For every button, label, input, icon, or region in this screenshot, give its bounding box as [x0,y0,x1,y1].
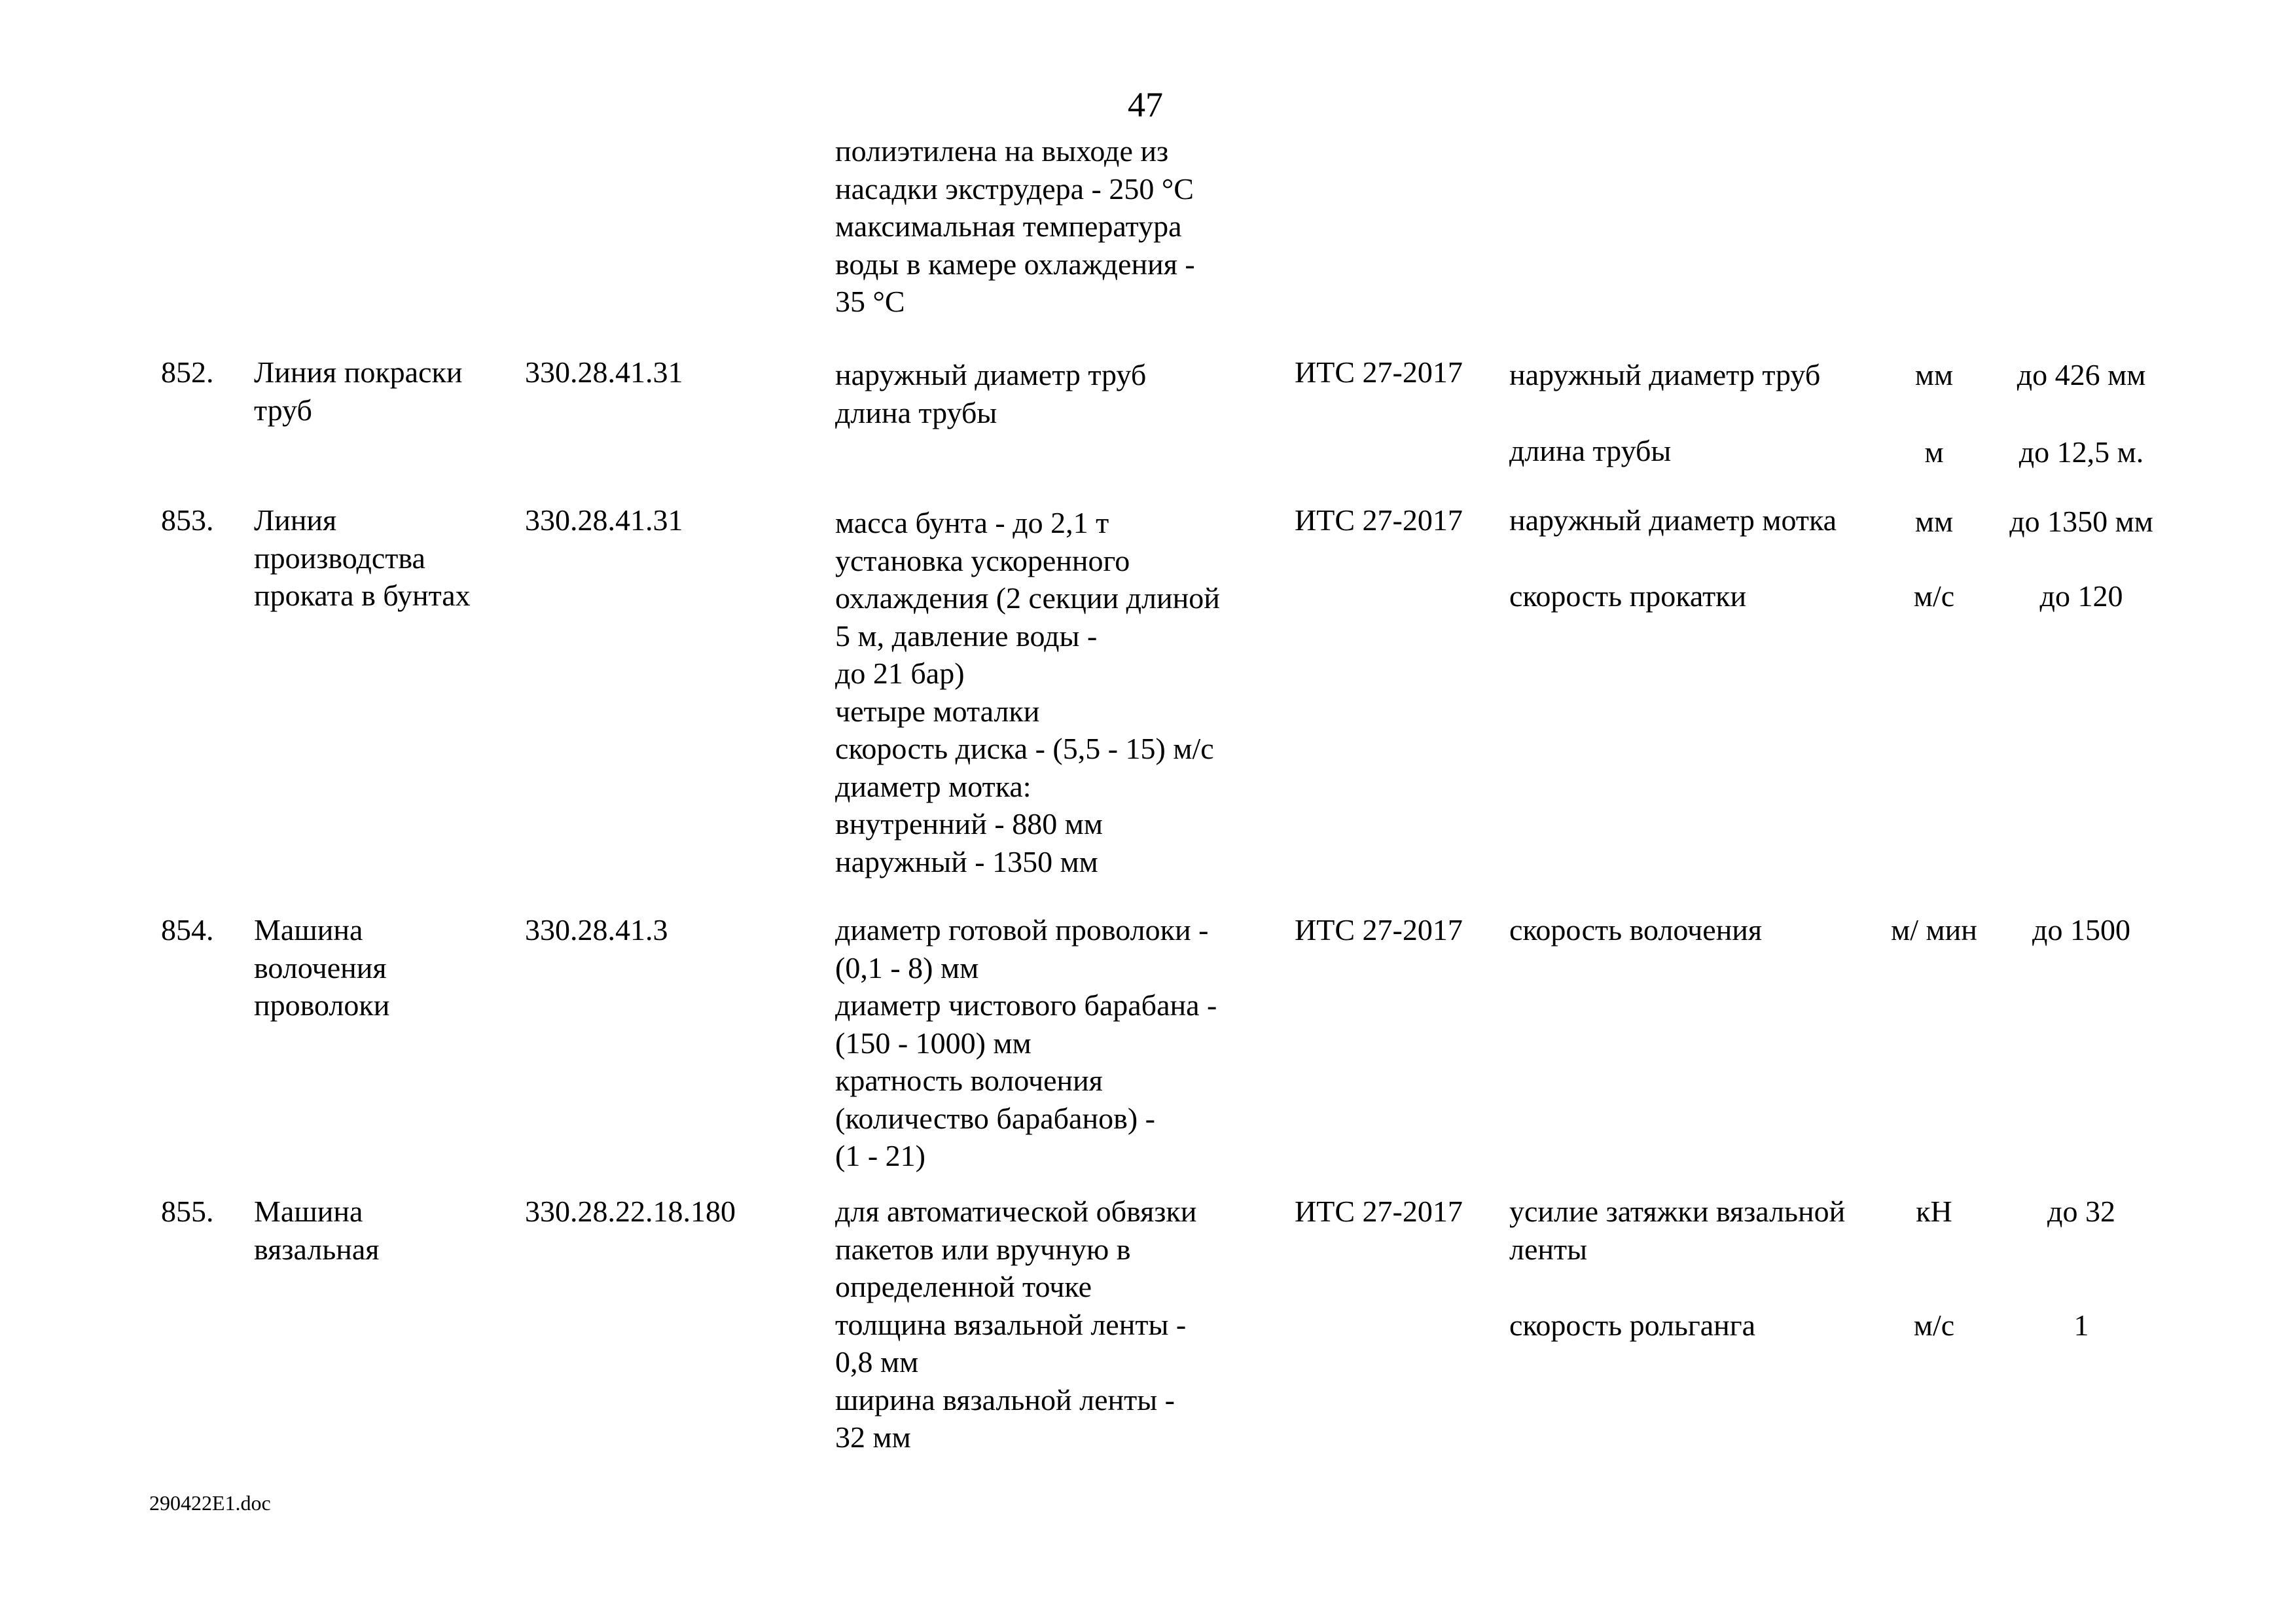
carryover-line: полиэтилена на выходе из [835,134,1169,168]
spec-line: внутренний - 880 мм [835,807,1103,840]
parameter-name [1509,356,1820,394]
parameter-name [1509,432,1671,470]
okpd-code: 330.28.41.31 [525,355,683,389]
spec-line: диаметр чистового барабана - [835,988,1217,1022]
name-line: производства [254,541,425,575]
specifications [835,1193,1196,1456]
name-line: Линия [254,503,337,537]
parameter-unit: м/ мин [1891,913,1977,947]
spec-line: кратность волочения [835,1064,1103,1097]
param-line: скорость волочения [1509,913,1763,947]
parameter-value: до 1350 мм [2009,505,2153,538]
parameter-name [1509,911,1762,949]
spec-line: ширина вязальной ленты - [835,1382,1175,1416]
param-line: наружный диаметр мотка [1509,503,1837,537]
spec-line: (150 - 1000) мм [835,1026,1031,1060]
parameter-unit: мм [1914,358,1954,391]
equipment-name [254,353,462,429]
its-reference: ИТС 27-2017 [1295,503,1463,537]
carryover-line: 35 °С [835,285,905,318]
okpd-code: 330.28.41.3 [525,913,668,947]
spec-line: пакетов или вручную в [835,1232,1131,1266]
spec-line: длина трубы [835,395,997,429]
parameter-name [1509,1193,1845,1268]
spec-line: масса бунта - до 2,1 т [835,506,1109,539]
spec-line: 5 м, давление воды - [835,619,1098,653]
parameter-name [1509,577,1746,615]
specifications [835,504,1220,880]
parameter-name [1509,501,1837,539]
param-line: ленты [1509,1232,1587,1266]
spec-line: четыре моталки [835,694,1040,728]
row-number: 855. [161,1195,214,1228]
spec-line: охлаждения (2 секции длиной [835,581,1220,615]
spec-line: определенной точке [835,1270,1092,1303]
spec-line: толщина вязальной ленты - [835,1307,1187,1341]
okpd-code: 330.28.41.31 [525,503,683,537]
spec-line: (1 - 21) [835,1139,925,1172]
name-line: Линия покраски [254,355,463,389]
row-number: 852. [161,355,214,389]
parameter-value: до 426 мм [2017,358,2146,391]
name-line: вязальная [254,1232,380,1266]
row-number: 853. [161,503,214,537]
file-name-footer: 290422E1.doc [149,1491,271,1515]
its-reference: ИТС 27-2017 [1295,355,1463,389]
spec-line: до 21 бар) [835,657,965,690]
equipment-name [254,501,471,615]
equipment-name [254,1193,379,1268]
spec-line: диаметр мотка: [835,769,1031,803]
name-line: проката в бунтах [254,579,471,612]
parameter-unit: м/с [1913,1308,1955,1342]
spec-line: наружный - 1350 мм [835,844,1098,878]
parameter-value: до 32 [2047,1195,2115,1228]
parameter-value: до 120 [2039,579,2123,613]
its-reference: ИТС 27-2017 [1295,1195,1463,1228]
param-line: длина трубы [1509,434,1672,467]
name-line: Машина [254,1195,363,1228]
parameter-value: 1 [2073,1308,2089,1342]
parameter-value: до 1500 [2032,913,2130,947]
equipment-name [254,911,389,1024]
spec-line: установка ускоренного [835,543,1130,577]
param-line: наружный диаметр труб [1509,358,1821,391]
spec-line: диаметр готовой проволоки - [835,913,1209,947]
carryover-spec-text [835,132,1195,321]
spec-line: наружный диаметр труб [835,358,1147,391]
parameter-value: до 12,5 м. [2018,435,2144,469]
name-line: Машина [254,913,363,947]
carryover-line: максимальная температура [835,209,1182,243]
spec-line: скорость диска - (5,5 - 15) м/с [835,732,1214,765]
parameter-unit: м [1924,435,1944,469]
parameter-name [1509,1307,1755,1344]
parameter-unit: м/с [1913,579,1955,613]
spec-line: 0,8 мм [835,1345,919,1379]
name-line: труб [254,393,312,427]
spec-line: (0,1 - 8) мм [835,950,979,984]
spec-line: (количество барабанов) - [835,1101,1155,1135]
okpd-code: 330.28.22.18.180 [525,1195,736,1228]
param-line: скорость прокатки [1509,579,1747,613]
name-line: проволоки [254,988,390,1022]
row-number: 854. [161,913,214,947]
carryover-line: насадки экструдера - 250 °С [835,171,1194,206]
spec-line: 32 мм [835,1420,911,1454]
parameter-unit: мм [1914,505,1954,538]
param-line: скорость рольганга [1509,1308,1756,1342]
carryover-line: воды в камере охлаждения - [835,247,1195,281]
spec-line: для автоматической обвязки [835,1195,1197,1228]
param-line: усилие затяжки вязальной [1509,1195,1846,1228]
parameter-unit: кН [1916,1195,1952,1228]
specifications [835,356,1146,431]
specifications [835,911,1217,1175]
page-number: 47 [1128,85,1163,124]
its-reference: ИТС 27-2017 [1295,913,1463,947]
name-line: волочения [254,950,387,984]
